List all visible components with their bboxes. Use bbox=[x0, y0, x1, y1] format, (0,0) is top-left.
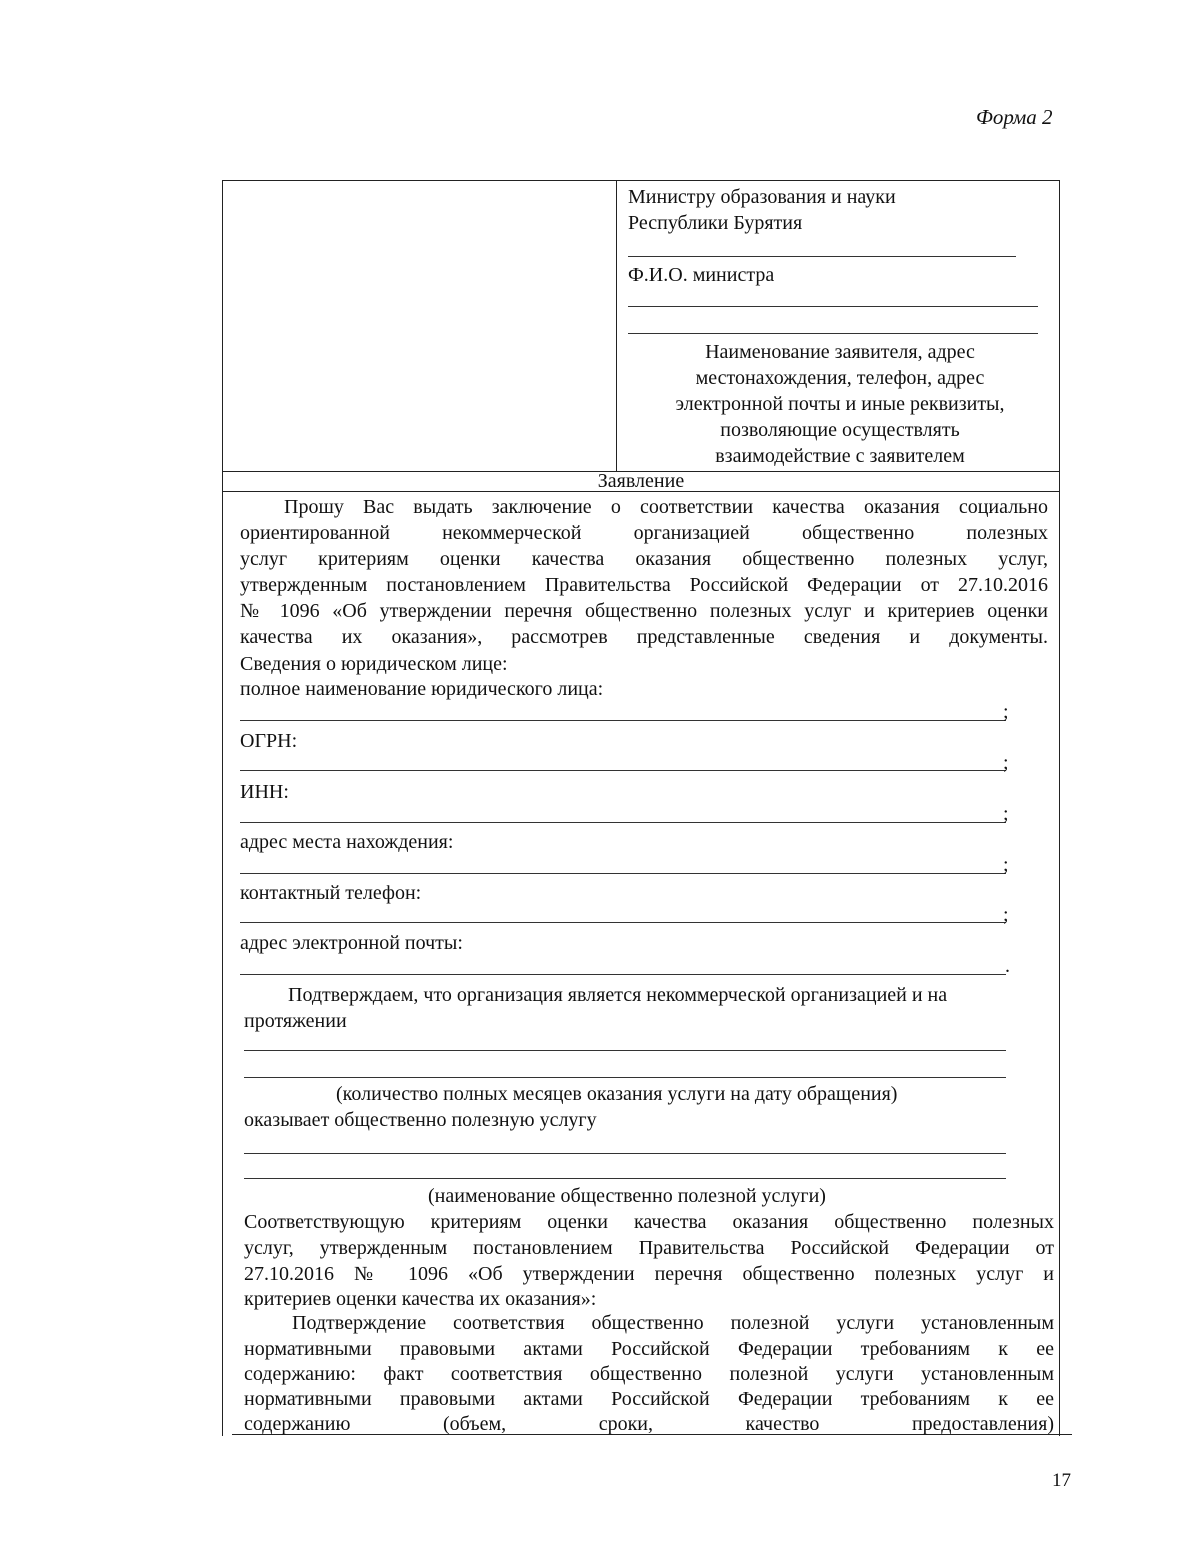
applicant-caption-5: взаимодействие с заявителем bbox=[715, 445, 965, 467]
field-line-phone bbox=[240, 922, 1006, 923]
applicant-caption-4: позволяющие осуществлять bbox=[720, 419, 960, 441]
page-number: 17 bbox=[1052, 1470, 1071, 1491]
field-label-ogrn: ОГРН: bbox=[240, 730, 298, 752]
addressee-line-2: Республики Бурятия bbox=[628, 212, 803, 234]
field-end-email: . bbox=[1005, 955, 1010, 977]
minister-name-line bbox=[628, 256, 1016, 257]
addressee-line-1: Министру образования и науки bbox=[628, 186, 896, 208]
conformity-line-5: содержанию (объем, сроки, качество предоставления) bbox=[244, 1413, 1054, 1435]
applicant-caption-1: Наименование заявителя, адрес bbox=[705, 341, 975, 363]
confirm-line-2: протяжении bbox=[244, 1010, 347, 1032]
criteria-line-4: критериев оценки качества их оказания»: bbox=[244, 1288, 597, 1310]
frame-left-line bbox=[222, 180, 223, 1436]
field-line-email bbox=[240, 974, 1006, 975]
frame-top-line bbox=[222, 180, 1060, 181]
legal-entity-heading: Сведения о юридическом лице: bbox=[240, 653, 508, 675]
applicant-caption-3: электронной почты и иные реквизиты, bbox=[675, 393, 1005, 415]
criteria-line-2: услуг, утвержденным постановлением Правительства Российской Федерации от bbox=[244, 1237, 1054, 1259]
field-end-ogrn: ; bbox=[1003, 752, 1009, 774]
service-line-1 bbox=[244, 1153, 1006, 1154]
conformity-line-3: содержанию: факт соответствия общественно полезной услуги установленным bbox=[244, 1363, 1054, 1385]
confirm-line-1: Подтверждаем, что организация является некоммерческой организацией и на bbox=[288, 984, 948, 1006]
service-caption: (наименование общественно полезной услуги) bbox=[428, 1185, 826, 1207]
applicant-line-2 bbox=[628, 333, 1038, 334]
field-label-full-name: полное наименование юридического лица: bbox=[240, 678, 604, 700]
statement-title: Заявление bbox=[597, 470, 685, 492]
field-end-inn: ; bbox=[1003, 803, 1009, 825]
field-label-phone: контактный телефон: bbox=[240, 882, 422, 904]
form-label: Форма 2 bbox=[976, 105, 1053, 129]
field-line-inn bbox=[240, 822, 1006, 823]
minister-caption: Ф.И.О. министра bbox=[628, 264, 775, 286]
field-end-address: ; bbox=[1003, 854, 1009, 876]
field-line-full-name bbox=[240, 720, 1006, 721]
field-line-ogrn bbox=[240, 770, 1006, 771]
provides-text: оказывает общественно полезную услугу bbox=[244, 1109, 597, 1131]
frame-middle-line bbox=[616, 180, 617, 471]
field-line-address bbox=[240, 873, 1006, 874]
intro-line-3: услуг критериям оценки качества оказания общественно полезных услуг, bbox=[240, 548, 1048, 570]
field-label-email: адрес электронной почты: bbox=[240, 932, 463, 954]
conformity-line-4: нормативными правовыми актами Российской Федерации требованиям к ее bbox=[244, 1388, 1054, 1410]
field-label-address: адрес места нахождения: bbox=[240, 831, 454, 853]
conformity-line-2: нормативными правовыми актами Российской Федерации требованиям к ее bbox=[244, 1338, 1054, 1360]
intro-line-6: качества их оказания», рассмотрев представленные сведения и документы. bbox=[240, 626, 1048, 648]
field-label-inn: ИНН: bbox=[240, 781, 289, 803]
applicant-caption-2: местонахождения, телефон, адрес bbox=[695, 367, 985, 389]
intro-line-1: Прошу Вас выдать заключение о соответствии качества оказания социально bbox=[284, 496, 1048, 518]
intro-line-4: утвержденным постановлением Правительства Российской Федерации от 27.10.2016 bbox=[240, 574, 1048, 596]
months-caption: (количество полных месяцев оказания услуги на дату обращения) bbox=[336, 1083, 898, 1105]
field-end-phone: ; bbox=[1003, 904, 1009, 926]
field-end-full-name: ; bbox=[1003, 701, 1009, 723]
applicant-line-1 bbox=[628, 306, 1038, 307]
months-line-2 bbox=[244, 1077, 1006, 1078]
criteria-line-1: Соответствующую критериям оценки качества оказания общественно полезных bbox=[244, 1211, 1054, 1233]
months-line-1 bbox=[244, 1050, 1006, 1051]
conformity-line-1: Подтверждение соответствия общественно полезной услуги установленным bbox=[292, 1312, 1054, 1334]
intro-line-2: ориентированной некоммерческой организацией общественно полезных bbox=[240, 522, 1048, 544]
intro-line-5: № 1096 «Об утверждении перечня общественно полезных услуг и критериев оценки bbox=[240, 600, 1048, 622]
criteria-line-3: 27.10.2016 № 1096 «Об утверждении перечня общественно полезных услуг и bbox=[244, 1263, 1054, 1285]
service-line-2 bbox=[244, 1178, 1006, 1179]
